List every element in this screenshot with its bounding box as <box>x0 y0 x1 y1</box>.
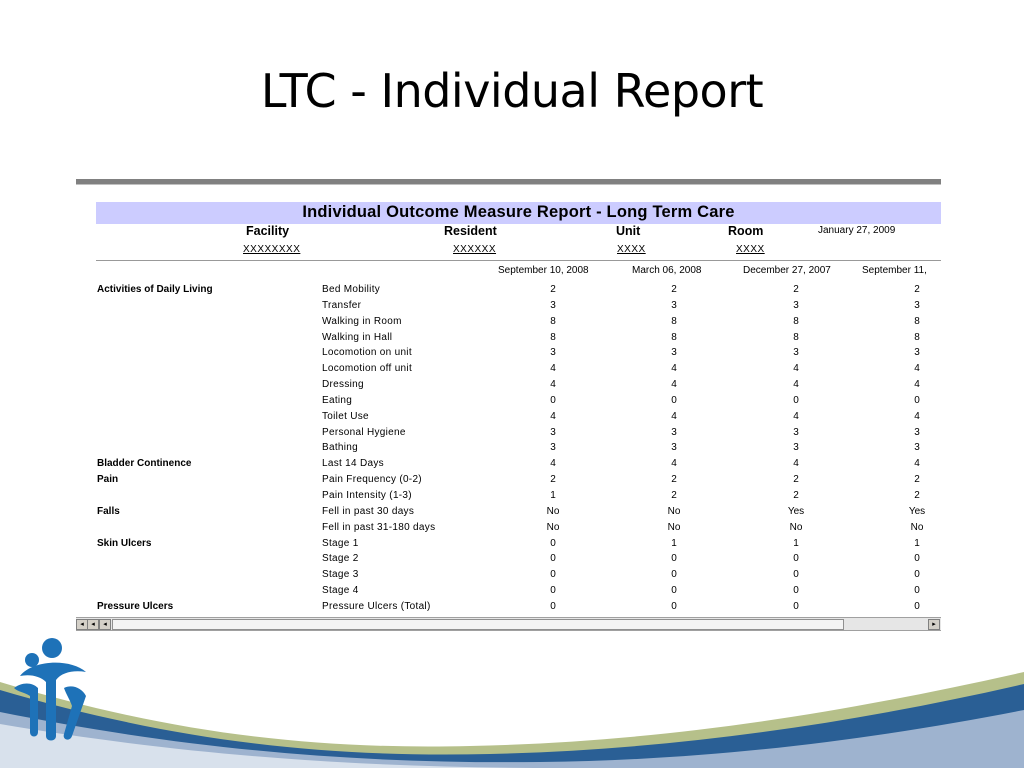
row-value: 4 <box>671 410 677 422</box>
row-value: 2 <box>550 284 556 295</box>
table-row <box>76 522 941 538</box>
row-value: No <box>789 521 803 533</box>
row-measure: Transfer <box>322 299 362 311</box>
column-date-3: December 27, 2007 <box>743 265 831 276</box>
table-row <box>76 427 941 443</box>
table-row <box>76 569 941 585</box>
row-value: 1 <box>793 537 799 549</box>
table-row <box>76 458 941 474</box>
row-value: 0 <box>550 553 556 565</box>
row-measure: Fell in past 31-180 days <box>322 521 436 533</box>
row-value: 8 <box>914 331 920 343</box>
column-date-2: March 06, 2008 <box>632 265 702 276</box>
row-value: 3 <box>671 299 677 311</box>
row-measure: Stage 3 <box>322 569 359 581</box>
row-value: 1 <box>550 489 556 501</box>
row-value: 0 <box>550 585 556 597</box>
row-value: 0 <box>671 585 677 597</box>
row-value: 4 <box>671 458 677 470</box>
row-category: Activities of Daily Living <box>97 284 213 295</box>
row-value: 0 <box>550 394 556 406</box>
room-value[interactable]: XXXX <box>736 244 765 255</box>
header-unit: Unit <box>616 224 641 238</box>
row-measure: Pain Frequency (0-2) <box>322 474 422 486</box>
row-value: 0 <box>671 553 677 565</box>
report-table <box>76 284 941 617</box>
row-measure: Pressure Ulcers (Total) <box>322 600 431 612</box>
row-measure: Personal Hygiene <box>322 426 406 438</box>
row-value: 4 <box>793 363 799 375</box>
column-date-1: September 10, 2008 <box>498 265 589 276</box>
table-row <box>76 347 941 363</box>
row-measure: Toilet Use <box>322 410 369 422</box>
row-category: Pressure Ulcers <box>97 600 174 612</box>
table-row <box>76 490 941 506</box>
row-value: 0 <box>793 569 799 581</box>
row-measure: Dressing <box>322 379 364 391</box>
table-row <box>76 284 941 300</box>
table-row <box>76 585 941 601</box>
row-value: 3 <box>550 347 556 359</box>
row-value: 4 <box>793 379 799 391</box>
row-value: 2 <box>671 489 677 501</box>
report-banner <box>96 202 941 224</box>
row-measure: Locomotion off unit <box>322 363 413 375</box>
row-value: 0 <box>550 569 556 581</box>
row-value: 2 <box>793 284 799 295</box>
scroll-left-icon[interactable]: ◂ <box>87 619 99 630</box>
row-value: 8 <box>671 331 677 343</box>
header-facility: Facility <box>246 224 290 238</box>
scroll-right-icon[interactable]: ▸ <box>928 619 940 630</box>
row-value: 8 <box>550 315 556 327</box>
row-value: 8 <box>793 331 799 343</box>
row-measure: Last 14 Days <box>322 458 384 470</box>
row-value: 4 <box>550 458 556 470</box>
table-row <box>76 379 941 395</box>
table-row <box>76 411 941 427</box>
row-value: 4 <box>914 458 920 470</box>
row-value: 2 <box>914 489 920 501</box>
table-row <box>76 395 941 411</box>
report-date: January 27, 2009 <box>818 225 896 236</box>
row-value: 0 <box>793 553 799 565</box>
row-value: No <box>546 505 560 517</box>
row-value: 0 <box>671 569 677 581</box>
row-value: 4 <box>793 458 799 470</box>
row-measure: Walking in Room <box>322 315 402 327</box>
row-value: 3 <box>550 426 556 438</box>
scroll-left-step-icon[interactable]: ◂ <box>99 619 111 630</box>
row-value: Yes <box>787 505 805 517</box>
header-resident: Resident <box>444 224 497 238</box>
row-measure: Bathing <box>322 442 359 454</box>
row-category: Skin Ulcers <box>97 537 152 549</box>
window-divider <box>76 179 941 185</box>
table-row <box>76 442 941 458</box>
row-value: 0 <box>914 394 920 406</box>
row-value: 3 <box>550 442 556 454</box>
table-row <box>76 553 941 569</box>
row-value: 4 <box>793 410 799 422</box>
table-row <box>76 474 941 490</box>
row-value: 0 <box>550 537 556 549</box>
row-value: 8 <box>550 331 556 343</box>
row-value: 4 <box>550 363 556 375</box>
row-value: 3 <box>671 442 677 454</box>
decorative-waves <box>0 600 1024 768</box>
row-value: 2 <box>550 474 556 486</box>
table-row <box>76 538 941 554</box>
row-value: 4 <box>914 363 920 375</box>
row-value: 2 <box>793 489 799 501</box>
row-value: 2 <box>793 474 799 486</box>
row-value: 0 <box>793 394 799 406</box>
row-value: 1 <box>671 537 677 549</box>
report-title: Individual Outcome Measure Report - Long Term Care <box>302 203 735 221</box>
unit-value[interactable]: XXXX <box>617 244 646 255</box>
row-measure: Bed Mobility <box>322 284 381 295</box>
row-value: 3 <box>793 347 799 359</box>
header-room: Room <box>728 224 764 238</box>
row-measure: Stage 1 <box>322 537 359 549</box>
row-value: 2 <box>914 474 920 486</box>
row-value: No <box>667 505 681 517</box>
row-value: 0 <box>550 600 556 612</box>
row-value: 3 <box>914 442 920 454</box>
row-value: 3 <box>914 299 920 311</box>
row-value: 3 <box>914 426 920 438</box>
header-divider <box>96 260 941 261</box>
row-value: 4 <box>914 379 920 391</box>
row-value: 4 <box>671 379 677 391</box>
row-value: 3 <box>793 442 799 454</box>
row-value: 0 <box>671 394 677 406</box>
row-value: 0 <box>793 600 799 612</box>
first-page-icon[interactable]: ◂ <box>76 619 88 630</box>
report-screenshot <box>76 179 941 632</box>
row-value: 4 <box>671 363 677 375</box>
row-value: 3 <box>793 426 799 438</box>
row-value: 4 <box>550 410 556 422</box>
row-category: Falls <box>97 505 120 517</box>
table-row <box>76 506 941 522</box>
row-value: 8 <box>671 315 677 327</box>
row-value: 8 <box>914 315 920 327</box>
row-measure: Pain Intensity (1-3) <box>322 489 412 501</box>
slide-title: LTC - Individual Report <box>260 64 764 118</box>
row-value: 3 <box>671 426 677 438</box>
row-measure: Locomotion on unit <box>322 347 412 359</box>
table-row <box>76 316 941 332</box>
row-measure: Walking in Hall <box>322 331 393 343</box>
row-value: No <box>667 521 681 533</box>
row-value: 3 <box>914 347 920 359</box>
row-measure: Eating <box>322 394 353 406</box>
row-value: 2 <box>671 474 677 486</box>
row-measure: Stage 2 <box>322 553 359 565</box>
facility-value[interactable]: XXXXXXXX <box>243 244 301 255</box>
table-row <box>76 332 941 348</box>
row-value: 0 <box>914 585 920 597</box>
row-value: 0 <box>793 585 799 597</box>
row-value: 4 <box>550 379 556 391</box>
row-value: 8 <box>793 315 799 327</box>
row-measure: Fell in past 30 days <box>322 505 415 517</box>
row-measure: Stage 4 <box>322 585 359 597</box>
row-value: 0 <box>914 569 920 581</box>
row-category: Bladder Continence <box>97 458 192 470</box>
resident-value[interactable]: XXXXXX <box>453 244 497 255</box>
row-value: 4 <box>914 410 920 422</box>
table-row <box>76 300 941 316</box>
row-value: 1 <box>914 537 920 549</box>
row-value: 0 <box>914 553 920 565</box>
row-value: 3 <box>793 299 799 311</box>
table-row <box>76 363 941 379</box>
row-value: 3 <box>550 299 556 311</box>
row-value: Yes <box>908 505 926 517</box>
row-value: 2 <box>671 284 677 295</box>
row-value: 0 <box>914 600 920 612</box>
organization-logo-icon <box>12 636 92 746</box>
column-date-4: September 11, <box>862 265 927 276</box>
row-value: 2 <box>914 284 920 295</box>
row-value: No <box>910 521 924 533</box>
row-value: 3 <box>671 347 677 359</box>
row-value: No <box>546 521 560 533</box>
row-value: 0 <box>671 600 677 612</box>
row-category: Pain <box>97 474 119 486</box>
